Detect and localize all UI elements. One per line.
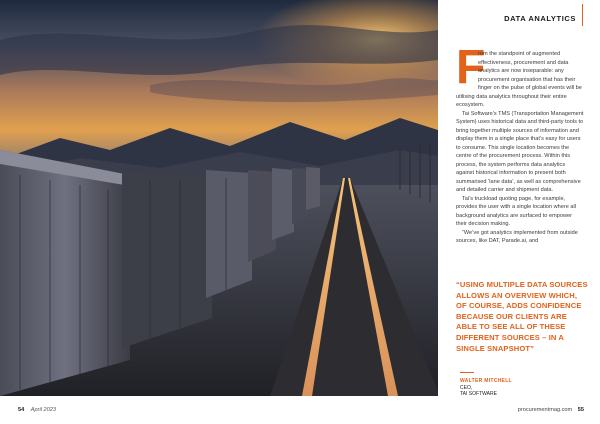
footer-left	[18, 407, 56, 413]
paragraph: “We’ve got analytics implemented from outside sources, like DAT, Parade.ai, and	[456, 229, 578, 244]
pull-quote-rule	[460, 372, 474, 373]
paragraph: Tai’s truckload quoting page, for example, provides the user with a single location where all background analytics are surfaced to empower their decision making.	[456, 195, 577, 227]
attribution-name: WALTER MITCHELL	[460, 378, 512, 384]
attribution-company: TAI SOFTWARE	[460, 391, 497, 397]
drop-cap: F	[456, 41, 486, 94]
site-link[interactable]: procurementmag.com	[517, 407, 573, 413]
footer-right	[490, 407, 584, 413]
page-number-left: 54	[18, 407, 25, 413]
section-tag-rule	[582, 4, 583, 26]
article-body	[456, 50, 584, 246]
pull-quote: “USING MULTIPLE DATA SOURCES ALLOWS AN OVERVIEW WHICH, OF COURSE, ADDS CONFIDENCE BECAUSE OUR CLIENTS ARE ABLE TO SEE ALL OF THESE DIFFERENT SOURCES – IN A SINGLE SNAPSHOT”	[456, 280, 588, 353]
attribution-role: CEO,	[460, 384, 473, 391]
paragraph: rom the standpoint of augmented effectiveness, procurement and data analytics are now inseparable: any procurement organisation that has their finger on the pulse of global events will be utilising data analytics throughout their entire ecosystem.	[456, 51, 582, 108]
issue-date: April 2023	[30, 407, 56, 413]
quote-attribution	[460, 378, 560, 398]
paragraph: Tai Software’s TMS (Transportation Management System) uses historical data and third-party tools to bring together multiple sources of information and display them in a single place that’s easy for users to consume. This single location becomes the centre of the procurement process. Within this process, the system performs data analytics against historical information to present both summarised ‘lane data’, as well as comprehensive and detailed carrier and shipment data.	[456, 110, 584, 193]
page-number-right: 55	[577, 407, 584, 413]
section-tag: DATA ANALYTICS	[504, 14, 576, 23]
